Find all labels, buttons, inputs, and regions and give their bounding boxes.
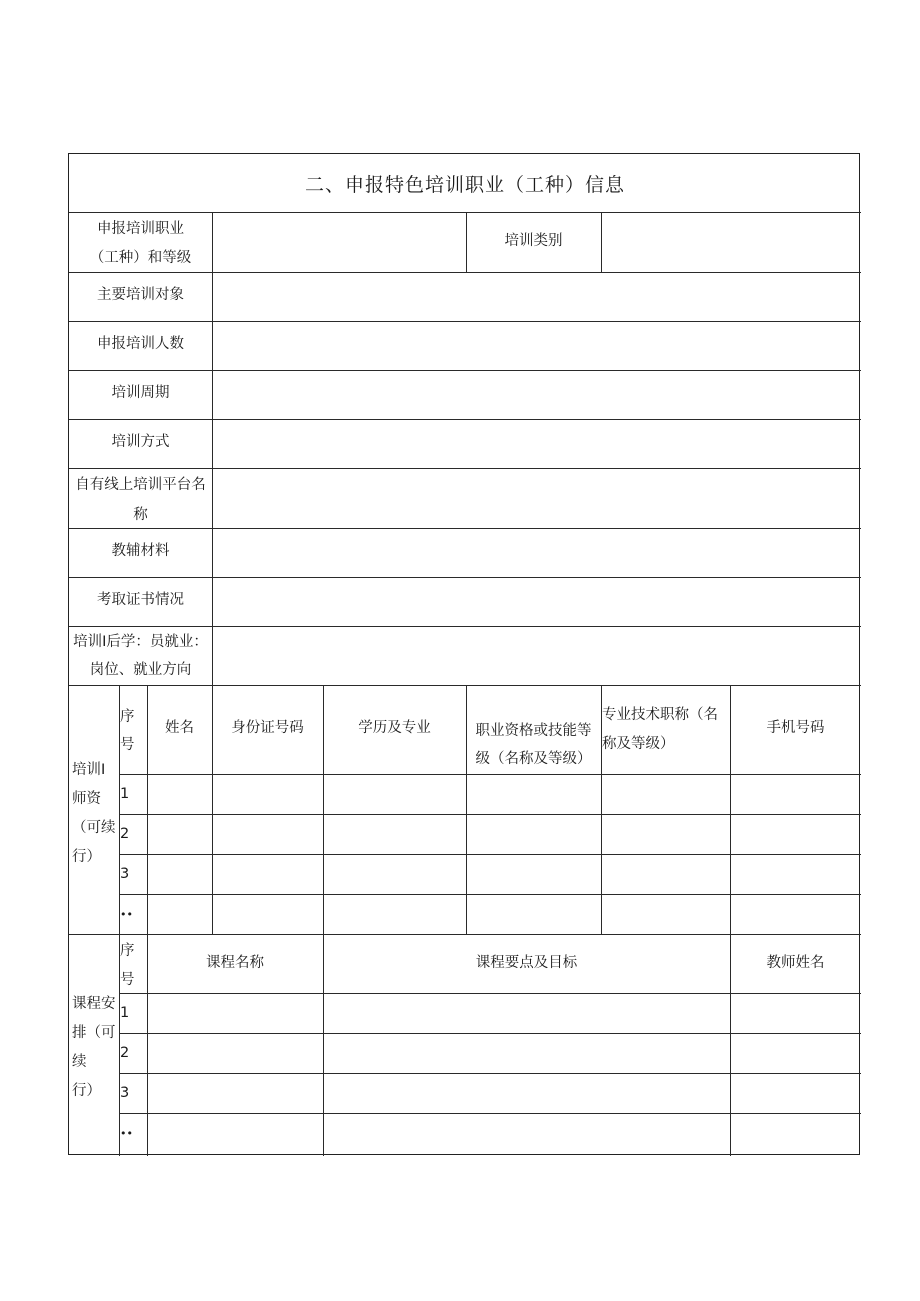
section-title: 二、申报特色培训职业（工种）信息 <box>304 174 625 196</box>
rule <box>119 774 861 775</box>
course-keypoints-header: 课程要点及目标 <box>475 955 578 971</box>
rule <box>119 814 861 815</box>
headcount-label: 申报培训人数 <box>97 336 184 352</box>
rule <box>119 1033 861 1034</box>
courses-label-line3: 续 <box>72 1054 87 1070</box>
materials-label: 教辅材料 <box>111 543 170 559</box>
rule <box>119 993 861 994</box>
rule <box>730 685 731 1156</box>
course-teacher-header: 教师姓名 <box>766 955 825 971</box>
teacher-qualification-header-line2: 级（名称及等级） <box>475 751 592 767</box>
rule <box>69 685 861 686</box>
target-field[interactable] <box>213 273 861 321</box>
target-label: 主要培训对象 <box>97 287 184 303</box>
occupation-field[interactable] <box>213 213 466 272</box>
occupation-label-line2: （工种）和等级 <box>89 250 192 266</box>
employment-field[interactable] <box>213 627 861 685</box>
teacher-row-number: 3 <box>120 866 130 882</box>
course-row-number: 1 <box>120 1005 130 1021</box>
course-row-number: 3 <box>120 1085 130 1101</box>
certificate-label: 考取证书情况 <box>97 592 184 608</box>
method-label: 培训方式 <box>111 434 170 450</box>
course-seq-header-line2: 号 <box>120 972 135 988</box>
rule <box>119 1113 861 1114</box>
application-form-table <box>68 153 860 1155</box>
teacher-seq-header-line1: 序 <box>120 709 135 725</box>
employment-label-line2: 岗位、就业方向 <box>89 662 192 678</box>
teacher-name-header: 姓名 <box>165 720 194 736</box>
method-field[interactable] <box>213 420 861 468</box>
course-row-number: 2 <box>120 1045 130 1061</box>
teacher-id-header: 身份证号码 <box>231 720 304 736</box>
rule <box>147 685 148 1156</box>
teacher-row-number: 1 <box>120 786 130 802</box>
teachers-label-line1: 培训Ⅰ <box>72 762 106 778</box>
rule <box>323 685 324 1156</box>
platform-field[interactable] <box>213 469 861 528</box>
teacher-seq-header-line2: 号 <box>120 737 135 753</box>
category-label: 培训类别 <box>504 233 563 249</box>
category-field[interactable] <box>602 213 861 272</box>
employment-label-line1: 培训Ⅰ后学：员就业： <box>73 634 208 650</box>
rule <box>119 1073 861 1074</box>
teacher-qualification-header-line1: 职业资格或技能等 <box>475 723 592 739</box>
headcount-field[interactable] <box>213 322 861 370</box>
platform-label-line2: 称 <box>133 507 148 523</box>
course-seq-header-line1: 序 <box>120 943 135 959</box>
courses-label-line1: 课程安 <box>72 996 116 1012</box>
course-name-header: 课程名称 <box>206 955 264 971</box>
teachers-label-line3: （可续 <box>72 820 116 836</box>
certificate-field[interactable] <box>213 578 861 626</box>
teacher-row-number: •• <box>120 908 133 921</box>
platform-label-line1: 自有线上培训平台名 <box>75 477 206 493</box>
period-field[interactable] <box>213 371 861 419</box>
teachers-label-line2: 师资 <box>72 791 101 807</box>
rule <box>119 894 861 895</box>
occupation-label-line1: 申报培训职业 <box>97 221 184 237</box>
period-label: 培训周期 <box>111 385 170 401</box>
rule <box>69 934 861 935</box>
rule <box>119 854 861 855</box>
course-row-number: •• <box>120 1127 133 1140</box>
teacher-row-number: 2 <box>120 826 130 842</box>
courses-label-line4: 行） <box>72 1083 101 1099</box>
teacher-phone-header: 手机号码 <box>766 720 825 736</box>
teacher-education-header: 学历及专业 <box>358 720 431 736</box>
materials-field[interactable] <box>213 529 861 577</box>
courses-label-line2: 排（可 <box>72 1025 116 1041</box>
teacher-title-header-line2: 称及等级） <box>602 736 675 752</box>
teachers-label-line4: 行） <box>72 849 101 865</box>
teacher-title-header-line1: 专业技术职称（名 <box>602 707 718 723</box>
